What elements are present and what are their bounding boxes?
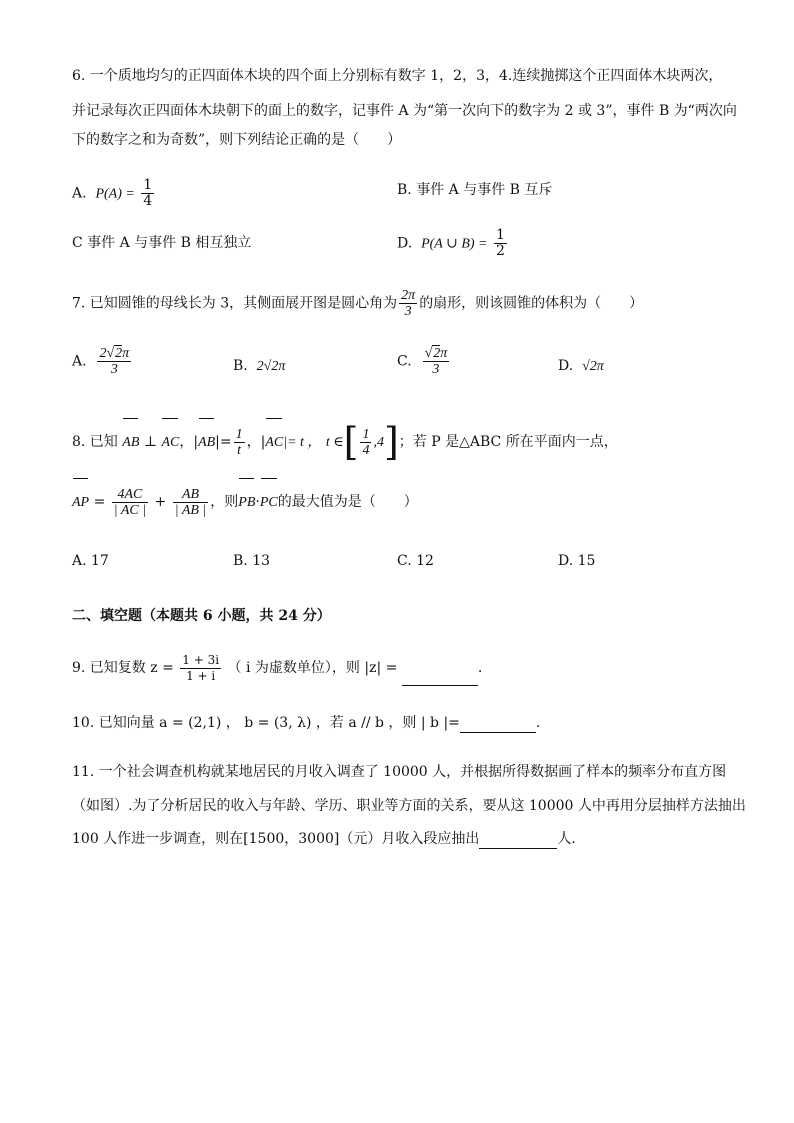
q8-fraction-ab-num: AB — [181, 486, 200, 502]
q10-period: . — [535, 715, 541, 731]
q8-one-over-t-num: 1 — [235, 426, 243, 442]
q8-range-upper: ,4 — [373, 435, 384, 450]
q7-stem-post: 的扇形，则该圆锥的体积为（ ） — [419, 295, 644, 312]
q8-plus: + — [154, 494, 167, 510]
q8-fraction-ab — [173, 487, 209, 518]
q9-fraction — [180, 653, 221, 684]
q11-stem-line3 — [72, 829, 576, 849]
q7-option-c-radicand: 2 — [433, 346, 441, 361]
q8-dot: · — [255, 494, 260, 510]
q7-angle-den: 3 — [399, 303, 417, 319]
q11-answer-blank[interactable] — [479, 830, 557, 849]
q8-vector-ap: AP — [72, 481, 89, 525]
q8-perp-symbol: ⊥ — [143, 434, 157, 450]
q7-option-c-fraction: $\frac{√2\pi}{3}$ — [424, 346, 448, 377]
q10-answer-blank[interactable] — [460, 714, 536, 733]
q7-option-a-label: A. — [72, 353, 87, 370]
q11-stem-line3-text: 100 人作进一步调查，则在[1500，3000]（元）月收入段应抽出 — [72, 831, 480, 847]
q6-option-a-den: 4 — [143, 193, 153, 209]
q10-stem — [72, 713, 540, 733]
q8-stem-condition: ；若 P 是△ABC 所在平面内一点， — [398, 434, 618, 450]
q8-option-c[interactable]: C. 12 — [397, 553, 434, 569]
q8-stem-line1 — [72, 420, 618, 464]
q8-fraction-ac — [112, 487, 148, 518]
q8-range-num: 1 — [362, 426, 370, 442]
q8-vector-pb: PB — [238, 481, 255, 525]
q6-stem-line3: 下的数字之和为奇数”，则下列结论正确的是（ ） — [72, 132, 402, 148]
q8-stem-pre: 8. 已知 — [72, 434, 118, 450]
q8-abs-ab-close: |= — [215, 434, 232, 450]
q8-option-a[interactable]: A. 17 — [72, 553, 109, 569]
q7-option-a-coef: 2 — [99, 346, 107, 361]
q9-period: . — [477, 660, 483, 676]
q6-option-d-den: 2 — [495, 243, 505, 259]
q8-one-over-t — [234, 427, 245, 458]
q7-option-c-pi: π — [440, 346, 448, 361]
q8-vector-ab-abs: AB — [198, 421, 215, 465]
q6-stem-line2: 并记录每次正四面体木块朝下的面上的数字，记事件 A 为“第一次向下的数字为 2 或 3”，事件 B 为“两次向 — [72, 103, 737, 119]
q11-stem-line1: 11. 一个社会调查机构就某地居民的月收入调查了 10000 人，并根据所得数据画了样本的频率分布直方图 — [72, 764, 727, 780]
q9-stem-pre: 9. 已知复数 z = — [72, 660, 174, 676]
q8-then: ，则 — [210, 494, 239, 510]
q6-option-d-fraction — [494, 228, 507, 259]
q9-stem-post: （ i 为虚数单位），则 |z| = — [227, 660, 398, 676]
q6-stem-line1: 6. 一个质地均匀的正四面体木块的四个面上分别标有数字 1，2，3，4.连续抛掷这个正四面体木块两次， — [72, 68, 723, 84]
q7-angle-num: 2π — [401, 288, 416, 303]
q8-abs-ac-close: |= t ， — [283, 435, 322, 450]
q6-option-a-lhs: P(A) = — [95, 186, 135, 202]
q8-vector-ac-abs: AC — [265, 421, 283, 465]
section-2-heading: 二、填空题（本题共 6 小题，共 24 分） — [72, 608, 331, 624]
q8-left-bracket: [ — [343, 420, 359, 464]
q7-option-c-den: 3 — [423, 361, 450, 377]
q7-option-c-label: C. — [397, 353, 412, 370]
q7-option-d-label: D. — [558, 358, 574, 374]
q7-option-b-label: B. — [233, 358, 248, 374]
q7-option-a[interactable] — [72, 346, 133, 377]
q7-option-b-value: 2√2π — [256, 359, 286, 374]
q6-option-a[interactable] — [72, 178, 156, 209]
q7-option-a-radicand: 2 — [115, 346, 123, 361]
q7-option-a-pi: π — [122, 346, 130, 361]
q7-option-c[interactable] — [397, 346, 451, 377]
q8-fraction-ac-den: | AC | — [113, 502, 147, 518]
q8-equals: = — [93, 494, 106, 510]
q6-option-b[interactable]: B. 事件 A 与事件 B 互斥 — [397, 182, 553, 198]
q8-option-d[interactable]: D. 15 — [558, 553, 596, 569]
q8-ask: 的最大值为是（ ） — [277, 494, 418, 510]
q9-stem — [72, 650, 482, 686]
q9-fraction-num: 1 + 3i — [182, 652, 220, 667]
q8-abs-ac-open: ，| — [246, 434, 266, 450]
q7-option-d[interactable] — [558, 356, 604, 377]
q8-fraction-ac-num: 4AC — [117, 486, 143, 502]
q8-vector-ac: AC — [161, 421, 179, 465]
q8-stem-line2 — [72, 480, 418, 524]
q8-range-fraction — [360, 427, 371, 458]
q6-option-d-label: D. — [397, 235, 413, 252]
q6-option-a-num: 1 — [143, 177, 153, 193]
q6-option-a-fraction — [141, 178, 154, 209]
q8-one-over-t-den: t — [234, 442, 245, 458]
q8-right-bracket: ] — [383, 420, 399, 464]
q6-option-c[interactable]: C 事件 A 与事件 B 相互独立 — [72, 235, 252, 251]
q10-stem-text: 10. 已知向量 a = (2,1) ， b = (3, λ) ，若 a // b ，则 | b |= — [72, 715, 460, 731]
q6-option-a-label: A. — [72, 185, 87, 202]
q8-vector-ab: AB — [122, 421, 139, 465]
q8-fraction-ab-den: | AB | — [174, 502, 207, 518]
q7-option-d-value: √2π — [582, 359, 604, 374]
q7-option-a-den: 3 — [97, 361, 131, 377]
q11-stem-end: 人. — [557, 831, 576, 847]
q9-fraction-den: 1 + i — [180, 668, 221, 684]
q8-vector-pc: PC — [260, 481, 278, 525]
q8-option-b[interactable]: B. 13 — [233, 553, 271, 569]
q6-option-d[interactable] — [397, 228, 509, 259]
q6-option-d-num: 1 — [495, 227, 505, 243]
q7-stem-pre: 7. 已知圆锥的母线长为 3，其侧面展开图是圆心角为 — [72, 295, 398, 312]
q11-stem-line2: （如图）.为了分析居民的收入与年龄、学历、职业等方面的关系，要从这 10000 人中再用分层抽样方法抽出 — [72, 798, 746, 814]
q7-option-a-fraction: $\frac{2√2\pi}{3}$ — [99, 346, 130, 377]
q8-t-in: t ∈ — [325, 435, 344, 450]
q8-range-den: 4 — [362, 442, 370, 458]
q7-angle-fraction — [399, 288, 417, 319]
q9-answer-blank[interactable] — [402, 667, 478, 686]
q8-abs-ab-open: ，| — [179, 434, 199, 450]
q7-stem — [72, 288, 643, 319]
q7-option-b[interactable] — [233, 356, 285, 377]
q6-option-d-lhs: P(A ∪ B) = — [421, 236, 488, 252]
